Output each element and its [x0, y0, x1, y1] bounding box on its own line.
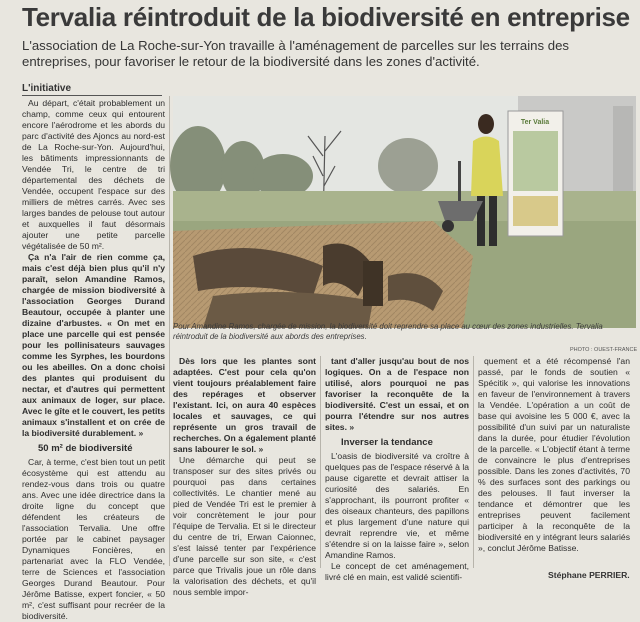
- column-divider: [473, 356, 474, 568]
- column-3: [325, 356, 470, 582]
- column-2: [173, 356, 316, 597]
- col3-paragraph-2: L'oasis de biodiversité va croître à quelques pas de l'espace réservé à la pause cigarette et devrait attiser la curiosité des salariés. En s'approchant, ils pourront profiter « des oiseaux chanteurs, des papillons et plus largement d'une nature qui devrait reprendre vie, et même s'étendre si on la laisse faire », selon Amandine Ramos.: [325, 451, 470, 560]
- col1-paragraph-3: Car, à terme, c'est bien tout un petit écosystème qui est attendu au rendez-vous dans trois ou quatre ans. Avec une idée directrice dans la droite ligne du concept que défendent les créateurs de l'association Tervalia. Une offre portée par le cabinet paysager Dynamiques Foncières, en partenariat avec la FLO Vendée, terre de Sciences et l'association Georges Durand Beautour. Pour Jérôme Batisse, expert foncier, « 50 m², c'est suffisant pour recréer de la biodiversité.: [22, 457, 165, 621]
- col2-paragraph-1: Dès lors que les plantes sont adaptées. C'est pour cela qu'on vient toujours préalablement faire des repérages et observer l'existant. Ici, on aura 40 espèces locales et sauvages, ce qui représente un gros travail de recherches. On a également planté sans labourer le sol. »: [173, 356, 316, 454]
- standfirst: L'association de La Roche-sur-Yon travaille à l'aménagement de parcelles sur les terrains des entreprises, pour favoriser le retour de la biodiversité dans les zones d'activité.: [22, 38, 569, 69]
- subhead-inverser: Inverser la tendance: [341, 437, 433, 448]
- photo-credit: PHOTO : OUEST-FRANCE: [570, 347, 638, 353]
- col4-paragraph-1: quement et a été récompensé l'an passé, par le fonds de soutien « Spécitik », qui valorise les innovations en faveur de l'environnement à travers la Vendée. L'opération a un coût de base qui avoisine les 5 000 €, avec la possibilité d'un suivi par un naturaliste dans la durée, pour étudier l'évolution de la parcelle. « L'objectif étant à terme de convaincre le plus d'entreprises possible. Dans les zones d'activités, 70 % des surfaces sont des parkings ou des pelouses. Il faut inverser la tendance et démontrer que les entreprises peuvent facilement participer à la reconquête de la biodiversité en y intégrant leurs salariés », conclut Jérôme Batisse.: [478, 356, 630, 553]
- column-divider: [169, 96, 170, 566]
- article-photo: [173, 96, 636, 328]
- col3-paragraph-1: tant d'aller jusqu'au bout de nos logiques. On a de l'espace non utilisé, alors pourquoi ne pas favoriser la reconquête de la biodiversité. C'est un essai, et on pourra l'étendre sur nos autres sites. »: [325, 356, 469, 432]
- column-divider: [320, 356, 321, 568]
- headline: Tervalia réintroduit de la biodiversité en entreprise: [22, 2, 630, 32]
- rubric: L'initiative: [22, 83, 162, 96]
- panel-logo-text: Ter Valia: [520, 119, 550, 126]
- column-4: [478, 356, 630, 568]
- col1-paragraph-2: Ça n'a l'air de rien comme ça, mais c'est déjà bien plus qu'il n'y paraît, selon Amandine Ramos, chargée de mission biodiversité à l'association Georges Durand Beautour, occupée à planter une dizaine d'arbustes. « On met en place une parcelle qui est pensée pour les pollinisateurs sauvages comme les Syrphes, les bourdons ou les abeilles. On a donc choisi des plantes qui produisent du nectar, et d'autres qui permettent aux animaux de loger, sur place. Avec le gîte et le couvert, les petits animaux s'installent et on crée de la biodiversité durablement. »: [22, 252, 165, 438]
- subhead-50m2: 50 m² de biodiversité: [38, 443, 133, 454]
- photo-illustration: [173, 96, 636, 328]
- photo-caption: Pour Amandine Ramos, chargée de mission, la biodiversité doit reprendre sa place au cœur des zones industrielles. Tervalia réintroduit de la biodiversité aux abords des entreprises.: [173, 322, 603, 341]
- col2-paragraph-2: Une démarche qui peut se transposer sur des sites privés ou pourquoi pas dans certaines collectivités. Le chantier mené au pied de Vendée Tri est le premier à voir concrètement le jour pour l'équipe de Tervalia. Et si le directeur du centre de tri, Erwan Caionnec, s'est laissé tenter par l'expérience d'une parcelle sur son site, « c'est parce que Trivalis joue un rôle dans la valorisation des déchets, et qu'il nous semble impor-: [173, 455, 316, 597]
- column-1: [22, 98, 165, 621]
- col3-paragraph-3: Le concept de cet aménagement, livré clé en main, est validé scientifi-: [325, 561, 469, 582]
- author-signature: Stéphane PERRIER.: [548, 570, 630, 580]
- col1-paragraph-1: Au départ, c'était probablement un champ, comme ceux qui entourent encore l'aérodrome et les abords du parc d'activité des Ajoncs au nord-est de La Roche-sur-Yon. Aujourd'hui, les bâtiments impressionnants de Vendée Tri, le centre de tri départemental des déchets de Vendée, occupent l'espace sur des milliers de mètres carrés. Avec ses larges bandes de pelouse tout autour et auxquelles il faut désormais ajouter une petite parcelle végétalisée de 50 m².: [22, 98, 165, 251]
